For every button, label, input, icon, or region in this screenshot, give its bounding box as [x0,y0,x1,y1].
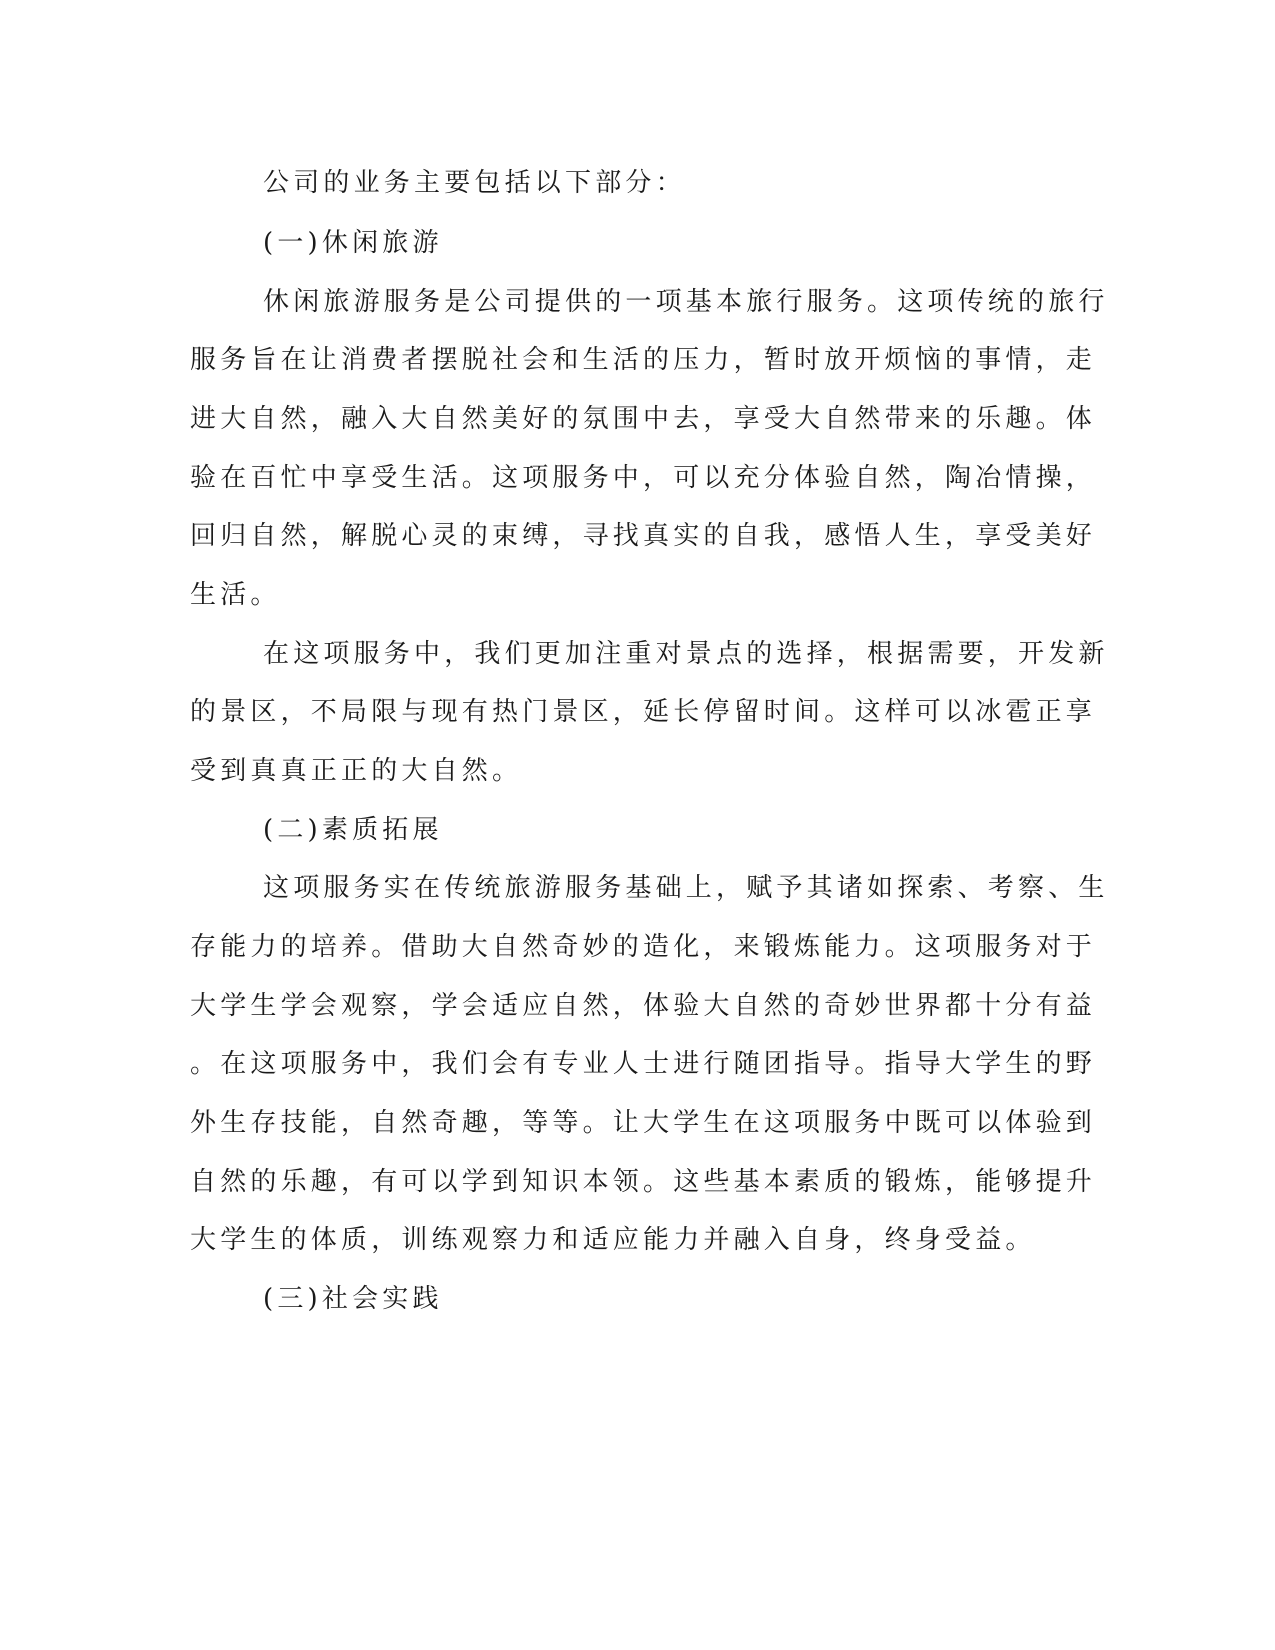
paragraph-line: 存能力的培养。借助大自然奇妙的造化，来锻炼能力。这项服务对于 [190,932,1097,962]
paragraph-line: 这项服务实在传统旅游服务基础上，赋予其诸如探索、考察、生 [263,873,1109,903]
paragraph-line: 生活。 [190,580,281,610]
paragraph-line: 进大自然，融入大自然美好的氛围中去，享受大自然带来的乐趣。体 [190,404,1097,434]
paragraph-line: 大学生的体质，训练观察力和适应能力并融入自身，终身受益。 [190,1225,1036,1255]
paragraph-line: 受到真真正正的大自然。 [190,756,523,786]
paragraph-line: 验在百忙中享受生活。这项服务中，可以充分体验自然，陶冶情操， [190,463,1097,493]
intro-line: 公司的业务主要包括以下部分： [263,168,686,198]
paragraph-line: 外生存技能，自然奇趣，等等。让大学生在这项服务中既可以体验到 [190,1108,1097,1138]
paragraph-line: 回归自然，解脱心灵的束缚，寻找真实的自我，感悟人生，享受美好 [190,521,1097,551]
section-heading-social-practice: (三)社会实践 [263,1284,443,1314]
section-heading-leisure-travel: (一)休闲旅游 [263,228,443,258]
paragraph-line: 服务旨在让消费者摆脱社会和生活的压力，暂时放开烦恼的事情，走 [190,345,1097,375]
paragraph-line: 休闲旅游服务是公司提供的一项基本旅行服务。这项传统的旅行 [263,287,1109,317]
paragraph-line: 的景区，不局限与现有热门景区，延长停留时间。这样可以冰雹正享 [190,697,1097,727]
paragraph-line: 大学生学会观察，学会适应自然，体验大自然的奇妙世界都十分有益 [190,991,1097,1021]
paragraph-line: 在这项服务中，我们更加注重对景点的选择，根据需要，开发新 [263,639,1109,669]
paragraph-line: 自然的乐趣，有可以学到知识本领。这些基本素质的锻炼，能够提升 [190,1167,1097,1197]
section-heading-quality-development: (二)素质拓展 [263,815,443,845]
paragraph-line: 。在这项服务中，我们会有专业人士进行随团指导。指导大学生的野 [190,1049,1097,1079]
